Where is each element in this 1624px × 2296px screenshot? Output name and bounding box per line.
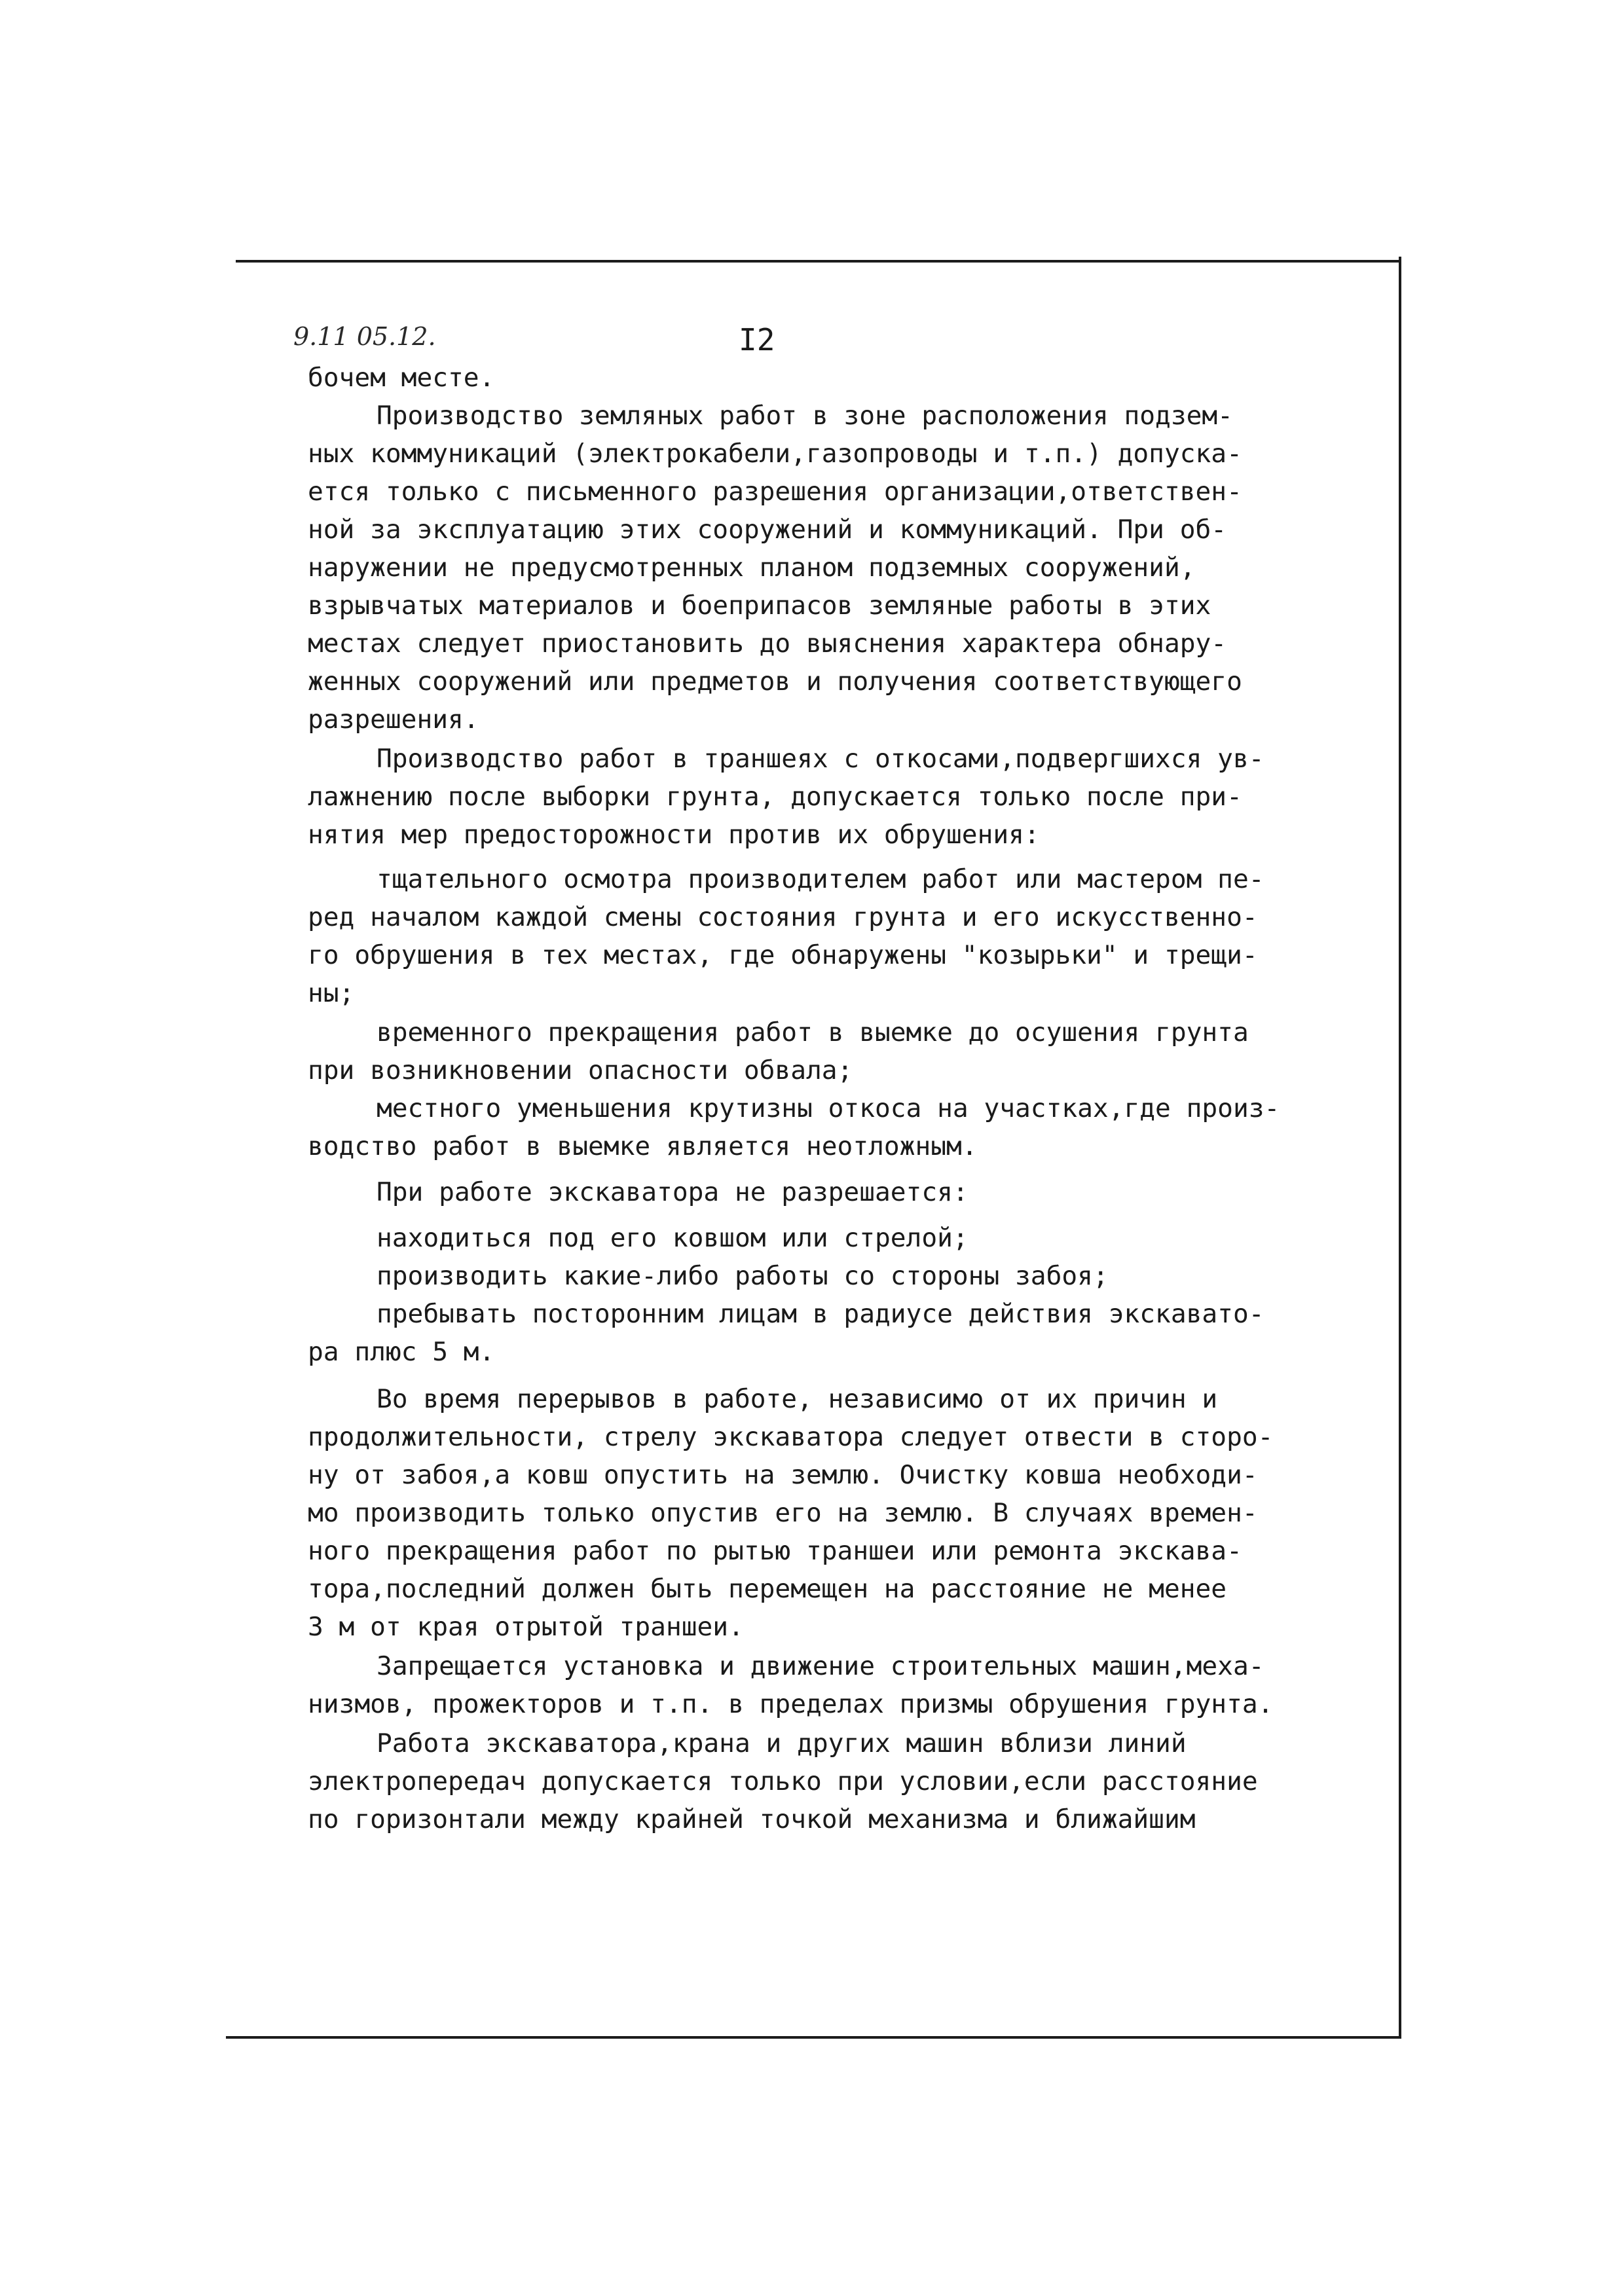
paragraph-line: разрешения. <box>308 704 479 735</box>
paragraph-line: Во время перерывов в работе, независимо от их причин и <box>377 1384 1218 1414</box>
paragraph-line: тора,последний должен быть перемещен на расстояние не менее <box>308 1574 1227 1604</box>
paragraph-line: женных сооружений или предметов и получения соответствующего <box>308 666 1242 697</box>
paragraph-line: При работе экскаватора не разрешается: <box>377 1177 969 1207</box>
list-item-line: при возникновении опасности обвала; <box>308 1055 853 1085</box>
paragraph-line: ну от забоя,а ковш опустить на землю. Очистку ковша необходи- <box>308 1460 1258 1490</box>
paragraph-line: наружении не предусмотренных планом подземных сооружений, <box>308 553 1196 583</box>
list-item-line: временного прекращения работ в выемке до осушения грунта <box>377 1017 1249 1048</box>
list-item-line: пребывать посторонним лицам в радиусе действия экскавато- <box>377 1299 1264 1329</box>
page-frame-bottom-rule <box>226 2036 1401 2039</box>
paragraph-line: мо производить только опустив его на землю. В случаях времен- <box>308 1498 1258 1528</box>
paragraph-line: низмов, прожекторов и т.п. в пределах призмы обрушения грунта. <box>308 1689 1274 1719</box>
paragraph-line: Производство работ в траншеях с откосами,подвергшихся ув- <box>377 744 1264 774</box>
list-item-line: ра плюс 5 м. <box>308 1337 495 1367</box>
paragraph-line: местах следует приостановить до выяснения характера обнару- <box>308 629 1227 659</box>
text-line: бочем месте. <box>308 363 495 393</box>
paragraph-line: ного прекращения работ по рытью траншеи или ремонта экскава- <box>308 1536 1242 1566</box>
list-item-line: водство работ в выемке является неотложным. <box>308 1131 978 1161</box>
paragraph-line: Работа экскаватора,крана и других машин вблизи линий <box>377 1728 1187 1758</box>
paragraph-line: 3 м от края отрытой траншеи. <box>308 1612 744 1642</box>
page-frame-top-rule <box>236 260 1401 263</box>
paragraph-line: взрывчатых материалов и боеприпасов земляные работы в этих <box>308 591 1211 621</box>
paragraph-line: ных коммуникаций (электрокабели,газопроводы и т.п.) допуска- <box>308 439 1242 469</box>
paragraph-line: электропередач допускается только при условии,если расстояние <box>308 1766 1258 1796</box>
document-code: 9.11 05.12. <box>293 322 436 351</box>
paragraph-line: ной за эксплуатацию этих сооружений и коммуникаций. При об- <box>308 515 1227 545</box>
list-item-line: ред началом каждой смены состояния грунта и его искусственно- <box>308 902 1258 932</box>
list-item-line: ны; <box>308 978 355 1008</box>
paragraph-line: Запрещается установка и движение строительных машин,меха- <box>377 1651 1264 1681</box>
list-item-line: тщательного осмотра производителем работ или мастером пе- <box>377 864 1264 894</box>
page-number: I2 <box>739 322 775 357</box>
paragraph-line: лажнению после выборки грунта, допускается только после при- <box>308 782 1242 812</box>
list-item-line: производить какие-либо работы со стороны забоя; <box>377 1261 1109 1291</box>
list-item-line: го обрушения в тех местах, где обнаружены "козырьки" и трещи- <box>308 940 1258 970</box>
list-item-line: местного уменьшения крутизны откоса на участках,где произ- <box>377 1093 1280 1123</box>
paragraph-line: по горизонтали между крайней точкой механизма и ближайшим <box>308 1804 1196 1834</box>
paragraph-line: ется только с письменного разрешения организации,ответствен- <box>308 477 1242 507</box>
paragraph-line: нятия мер предосторожности против их обрушения: <box>308 820 1040 850</box>
list-item-line: находиться под его ковшом или стрелой; <box>377 1223 969 1253</box>
paragraph-line: продолжительности, стрелу экскаватора следует отвести в сторо- <box>308 1422 1274 1452</box>
paragraph-line: Производство земляных работ в зоне расположения подзем- <box>377 401 1233 431</box>
page-frame-right-rule <box>1399 257 1401 2039</box>
